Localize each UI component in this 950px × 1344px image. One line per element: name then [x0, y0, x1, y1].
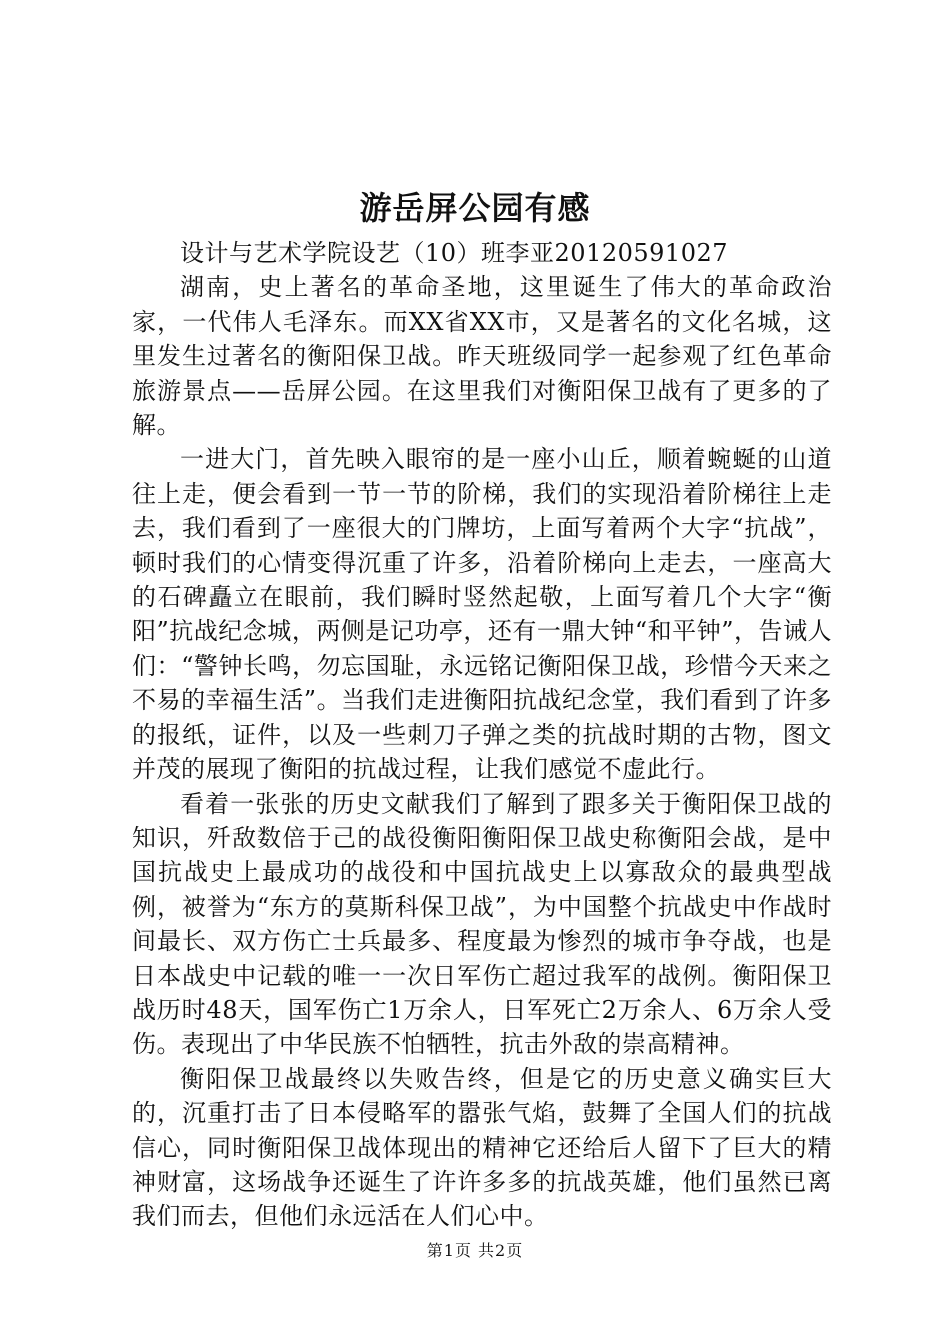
paragraph-4: 衡阳保卫战最终以失败告终，但是它的历史意义确实巨大的，沉重打击了日本侵略军的嚣张气焰，鼓舞了全国人们的抗战信心，同时衡阳保卫战体现出的精神它还给后人留下了巨大的精神财富，这场战争还诞生了许许多多的抗战英雄，他们虽然已离我们而去，但他们永远活在人们心中。	[132, 1064, 832, 1231]
document-body	[132, 236, 832, 1234]
document-title: 游岳屏公园有感	[359, 189, 591, 227]
paragraph-2: 一进大门，首先映入眼帘的是一座小山丘，顺着蜿蜒的山道往上走，便会看到一节一节的阶梯，我们的实现沿着阶梯往上走去，我们看到了一座很大的门牌坊，上面写着两个大字“抗战”，顿时我们的心情变得沉重了许多，沿着阶梯向上走去，一座高大的石碑矗立在眼前，我们瞬时竖然起敬，上面写着几个大字“衡阳”抗战纪念城，两侧是记功亭，还有一鼎大钟“和平钟”，告诫人们：“警钟长鸣，勿忘国耻，永远铭记衡阳保卫战，珍惜今天来之不易的幸福生活”。当我们走进衡阳抗战纪念堂，我们看到了许多的报纸，证件，以及一些刺刀子弹之类的抗战时期的古物，图文并茂的展现了衡阳的抗战过程，让我们感觉不虚此行。	[132, 445, 832, 784]
paragraph-3: 看着一张张的历史文献我们了解到了跟多关于衡阳保卫战的知识，歼敌数倍于己的战役衡阳衡阳保卫战史称衡阳会战，是中国抗战史上最成功的战役和中国抗战史上以寡敌众的最典型战例，被誉为“东方的莫斯科保卫战”，为中国整个抗战史中作战时间最长、双方伤亡士兵最多、程度最为惨烈的城市争夺战，也是日本战史中记载的唯一一次日军伤亡超过我军的战例。衡阳保卫战历时48天，国军伤亡1万余人，日军死亡2万余人、6万余人受伤。表现出了中华民族不怕牺牲，抗击外敌的崇高精神。	[132, 789, 832, 1059]
author-line: 设计与艺术学院设艺（10）班李亚20120591027	[180, 239, 729, 267]
page-number-footer: 第1页 共2页	[426, 1241, 524, 1260]
paragraph-1: 湖南，史上著名的革命圣地，这里诞生了伟大的革命政治家，一代伟人毛泽东。而XX省XX市，又是著名的文化名城，这里发生过著名的衡阳保卫战。昨天班级同学一起参观了红色革命旅游景点——岳屏公园。在这里我们对衡阳保卫战有了更多的了解。	[132, 273, 832, 440]
